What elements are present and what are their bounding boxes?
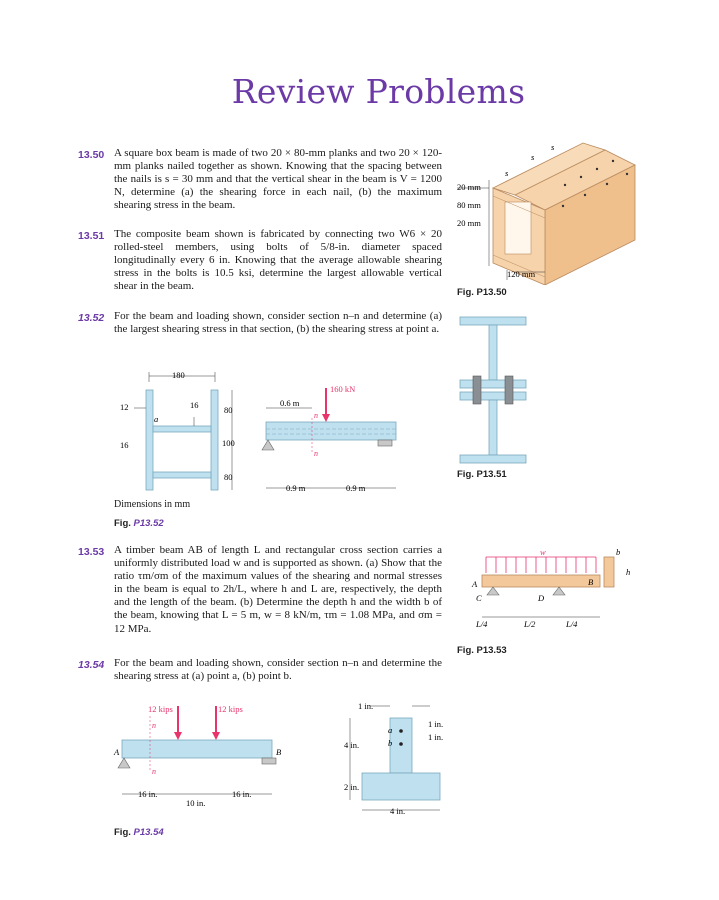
dim-label: L/2 [524, 619, 536, 629]
problem-number: 13.50 [78, 149, 105, 161]
dim-label: 16 [120, 440, 129, 450]
dim-label: L/4 [566, 619, 578, 629]
problem-text: A square box beam is made of two 20 × 80-mm planks and two 20 × 120-mm planks nailed together as shown. Knowing that the spacing between the nails is s = 30 mm and that the vertical shear in the beam is V = 1200 N, determine (a) the shearing force in each nail, (b) the maximum shearing stress in the beam. [114, 147, 442, 212]
timber-beam-figure [456, 545, 686, 645]
dim-label: 20 mm [457, 218, 481, 228]
figure-caption: Fig. P13.53 [457, 645, 507, 656]
problem-number: 13.51 [78, 230, 105, 242]
load-label: w [540, 547, 546, 557]
dim-label: 0.9 m [286, 483, 306, 493]
point-label: C [476, 593, 482, 603]
dim-label: h [626, 567, 631, 577]
point-label: A [472, 579, 478, 589]
section-label: n [314, 449, 318, 458]
dim-label: L/4 [476, 619, 488, 629]
dim-label: 16 in. [138, 789, 158, 799]
dim-label: 2 in. [344, 782, 360, 792]
dim-label: 80 mm [457, 200, 481, 210]
point-label: b [388, 738, 393, 748]
problem-text: A timber beam AB of length L and rectangular cross section carries a uniformly distributed load w and is supported as shown. (a) Show that the ratio τm/σm of the maximum values of the shearing and normal stresses in the beam is equal to 2h/L, where h and L are, respectively, the depth and the length of the beam. (b) Determine the depth h and the width b of the beam, knowing that L = 5 m, w = 8 kN/m, τm = 1.08 MPa, and σm = 12 MPa. [114, 544, 442, 635]
figure-caption: Fig. P13.50 [457, 287, 507, 298]
dim-label: 80 [224, 405, 233, 415]
problem-number: 13.54 [78, 659, 105, 671]
point-label: a [154, 414, 159, 424]
beam-figure [112, 700, 287, 810]
point-label: A [114, 747, 120, 757]
t-section-figure [340, 698, 460, 820]
beam-figure [256, 380, 406, 495]
dim-label: 0.6 m [280, 398, 300, 408]
load-label: 160 kN [330, 384, 356, 394]
dim-label: 1 in. [428, 732, 444, 742]
problem-number: 13.53 [78, 546, 105, 558]
box-beam-figure [455, 140, 645, 285]
dim-label: s [531, 152, 535, 162]
section-label: n [152, 721, 156, 730]
problem-number: 13.52 [78, 312, 105, 324]
figure-caption: Fig. P13.52 [114, 518, 164, 529]
dim-label: 4 in. [390, 806, 406, 816]
page-title: Review Problems [231, 72, 526, 111]
problem-text: For the beam and loading shown, consider section n–n and determine (a) the largest shearing stress in that section, (b) the shearing stress at point a. [114, 310, 442, 336]
point-label: B [276, 747, 282, 757]
figure-caption: Fig. P13.51 [457, 469, 507, 480]
dim-label: 16 [190, 400, 199, 410]
load-label: 12 kips [148, 704, 173, 714]
dim-label: 1 in. [358, 701, 374, 711]
problem-text: The composite beam shown is fabricated by connecting two W6 × 20 rolled-steel members, using bolts of 5/8-in. diameter spaced longitudinally every 6 in. Knowing that the average allowable shearing stress in the bolts is 10.5 ksi, determine the largest allowable vertical shear in the beam. [114, 228, 442, 293]
dim-label: 4 in. [344, 740, 360, 750]
dim-label: 12 [120, 402, 129, 412]
dim-label: 1 in. [428, 719, 444, 729]
dim-label: s [505, 168, 509, 178]
load-label: 12 kips [218, 704, 243, 714]
problem-text: For the beam and loading shown, consider section n–n and determine the shearing stress at (a) point a, (b) point b. [114, 657, 442, 683]
section-label: n [152, 767, 156, 776]
cross-section-figure [112, 368, 244, 494]
point-label: D [538, 593, 545, 603]
composite-beam-figure [456, 315, 536, 465]
dim-label: s [551, 142, 555, 152]
point-label: a [388, 725, 393, 735]
dimensions-note: Dimensions in mm [114, 499, 191, 510]
figure-caption: Fig. P13.54 [114, 827, 164, 838]
section-label: n [314, 411, 318, 420]
dim-label: b [616, 547, 621, 557]
dim-label: 120 mm [507, 269, 536, 279]
dim-label: 100 [222, 438, 235, 448]
point-label: B [588, 577, 594, 587]
dim-label: 0.9 m [346, 483, 366, 493]
dim-label: 20 mm [457, 182, 481, 192]
dim-label: 10 in. [186, 798, 206, 808]
dim-label: 16 in. [232, 789, 252, 799]
dim-label: 180 [172, 370, 185, 380]
dim-label: 80 [224, 472, 233, 482]
